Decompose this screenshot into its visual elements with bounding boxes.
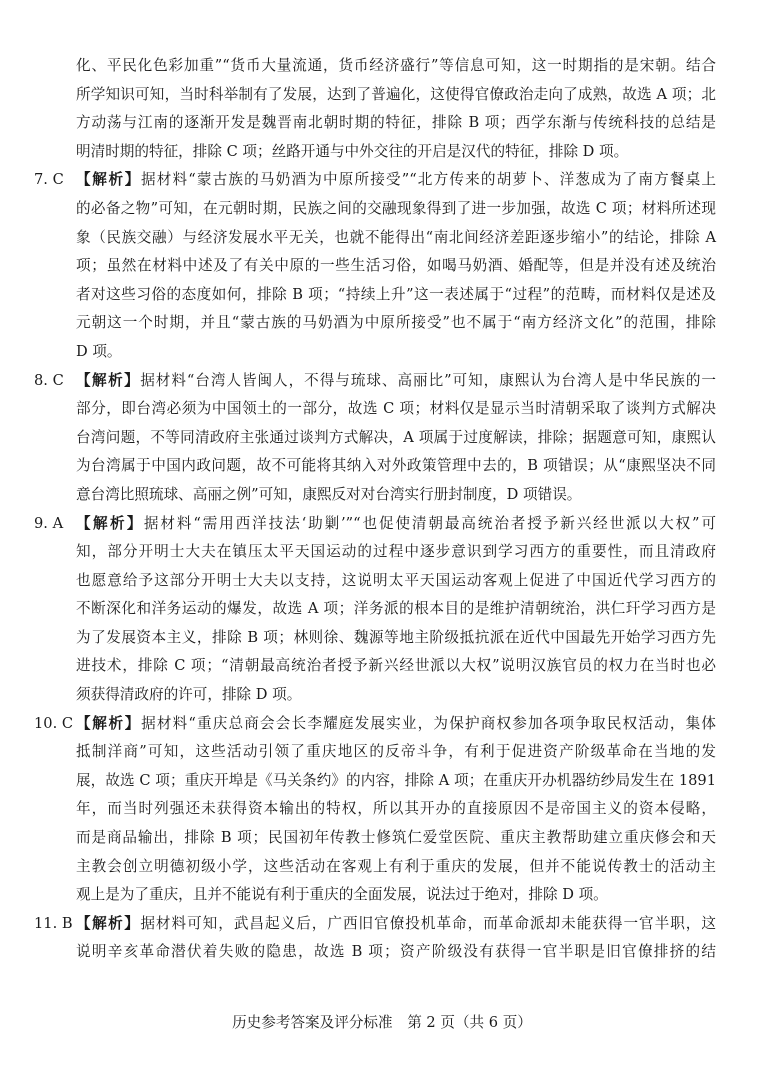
text-line (76, 710, 716, 739)
text-line: 观上是为了重庆，且并不能说有利于重庆的全面发展，说法过于绝对，排除 D 项。 (76, 886, 608, 904)
text-line: 的必备之物”可知，在元朝时期，民族之间的交融现象得到了进一步加强，故选 C 项；材料所述现 (76, 199, 716, 217)
answer-item (34, 510, 716, 710)
continued-paragraph (76, 52, 716, 166)
text-line: 所学知识可知，当时科举制有了发展，达到了普遍化，这使得官僚政治走向了成熟，故选 A 项；北 (76, 85, 716, 103)
analysis-tag: 【解析】 (76, 914, 141, 932)
text-line: 化、平民化色彩加重”“货币大量流通，货币经济盛行”等信息可知，这一时期指的是宋朝。结合 (76, 57, 716, 74)
answer-item (34, 710, 716, 910)
analysis-text: 据材料“蒙古族的马奶酒为中原所接受”“北方传来的胡萝卜、洋葱成为了南方餐桌上 (141, 171, 716, 189)
text-line: 进技术，排除 C 项；“清朝最高统治者授予新兴经世派以大权”说明汉族官员的权力在当时也必 (76, 657, 716, 675)
analysis-tag: 【解析】 (76, 714, 142, 732)
text-line: 而是商品输出，排除 B 项；民国初年传教士修筑仁爱堂医院、重庆主教帮助建立重庆修会和天 (76, 829, 716, 847)
text-line: 抵制洋商”可知，这些活动引领了重庆地区的反帝斗争，有利于促进资产阶级革命在当地的发 (76, 743, 716, 761)
answer-number: 11. B (34, 914, 73, 932)
text-line: 知，部分开明士大夫在镇压太平天国运动的过程中逐步意识到学习西方的重要性，而且清政府 (76, 543, 716, 561)
text-line: 说明辛亥革命潜伏着失败的隐患，故选 B 项；资产阶级没有获得一官半职是旧官僚排挤的结 (76, 943, 716, 961)
analysis-tag: 【解析】 (76, 514, 144, 532)
answer-list (34, 166, 716, 967)
answer-item (34, 367, 716, 510)
text-line: 明清时期的特征，排除 C 项；丝路开通与中外交往的开启是汉代的特征，排除 D 项。 (76, 142, 629, 160)
text-line (76, 367, 716, 396)
text-line: 展，故选 C 项；重庆开埠是《马关条约》的内容，排除 A 项；在重庆开办机器纺纱局发生在 1891 (76, 771, 716, 789)
answer-item (34, 910, 716, 967)
page-footer: 历史参考答案及评分标准 第 2 页（共 6 页） (232, 1014, 532, 1031)
text-line: 年，而当时列强还未获得资本输出的特权，所以其开办的直接原因不是帝国主义的资本侵略， (76, 800, 716, 818)
analysis-tag: 【解析】 (76, 171, 142, 189)
analysis-text: 据材料可知，武昌起义后，广西旧官僚投机革命，而革命派却未能获得一官半职，这 (140, 914, 716, 932)
text-line: 方动荡与江南的逐渐开发是魏晋南北朝时期的特征，排除 B 项；西学东渐与传统科技的总结是 (76, 114, 716, 132)
text-line: 元朝这一个时期，并且“蒙古族的马奶酒为中原所接受”也不属于“南方经济文化”的范围，排除 (76, 314, 716, 332)
analysis-text: 据材料“重庆总商会会长李耀庭发展实业，为保护商权参加各项争取民权活动，集体 (141, 714, 716, 732)
text-line: 为了发展资本主义，排除 B 项；林则徐、魏源等地主阶级抵抗派在近代中国最先开始学习西方先 (76, 628, 716, 646)
answer-item (34, 166, 716, 366)
answer-number: 10. C (34, 714, 74, 732)
text-line: 部分，即台湾必须为中国领土的一部分，故选 C 项；材料仅是显示当时清朝采取了谈判方式解决 (76, 400, 716, 418)
analysis-text: 据材料“需用西洋技法‘助剿’”“也促使清朝最高统治者授予新兴经世派以大权”可 (143, 514, 716, 532)
answer-number: 9. A (34, 514, 64, 532)
analysis-tag: 【解析】 (76, 371, 141, 389)
text-line: D 项。 (76, 342, 122, 360)
text-line (76, 166, 716, 195)
text-line (76, 510, 716, 539)
text-line: 项；虽然在材料中述及了有关中原的一些生活习俗，如喝马奶酒、婚配等，但是并没有述及统治 (76, 257, 716, 275)
answer-number: 8. C (34, 371, 64, 389)
text-line: 主教会创立明德初级小学，这些活动在客观上有利于重庆的发展，但并不能说传教士的活动主 (76, 857, 716, 875)
text-line: 为台湾属于中国内政问题，故不可能将其纳入对外政策管理中去的，B 项错误；从“康熙坚决不同 (76, 457, 716, 475)
answer-number: 7. C (34, 171, 64, 189)
text-line: 须获得清政府的许可，排除 D 项。 (76, 686, 302, 704)
text-line: 者对这些习俗的态度如何，排除 B 项；“持续上升”这一表述属于“过程”的范畴，而材料仅是述及 (76, 285, 716, 303)
text-line: 也愿意给予这部分开明士大夫以支持，这说明太平天国运动客观上促进了中国近代学习西方的 (76, 571, 716, 589)
text-line: 不断深化和洋务运动的爆发，故选 A 项；洋务派的根本目的是维护清朝统治，洪仁玕学习西方是 (76, 600, 716, 618)
text-line: 台湾问题，不等同清政府主张通过谈判方式解决，A 项属于过度解读，排除；据题意可知，康熙认 (76, 428, 716, 446)
text-line: 意台湾比照琉球、高丽之例”可知，康熙反对对台湾实行册封制度，D 项错误。 (76, 485, 582, 503)
text-line (76, 910, 716, 939)
analysis-text: 据材料“台湾人皆闽人，不得与琉球、高丽比”可知，康熙认为台湾人是中华民族的一 (140, 371, 716, 389)
text-line: 象（民族交融）与经济发展水平无关，也就不能得出“南北间经济差距逐步缩小”的结论，排除 A (76, 228, 716, 246)
